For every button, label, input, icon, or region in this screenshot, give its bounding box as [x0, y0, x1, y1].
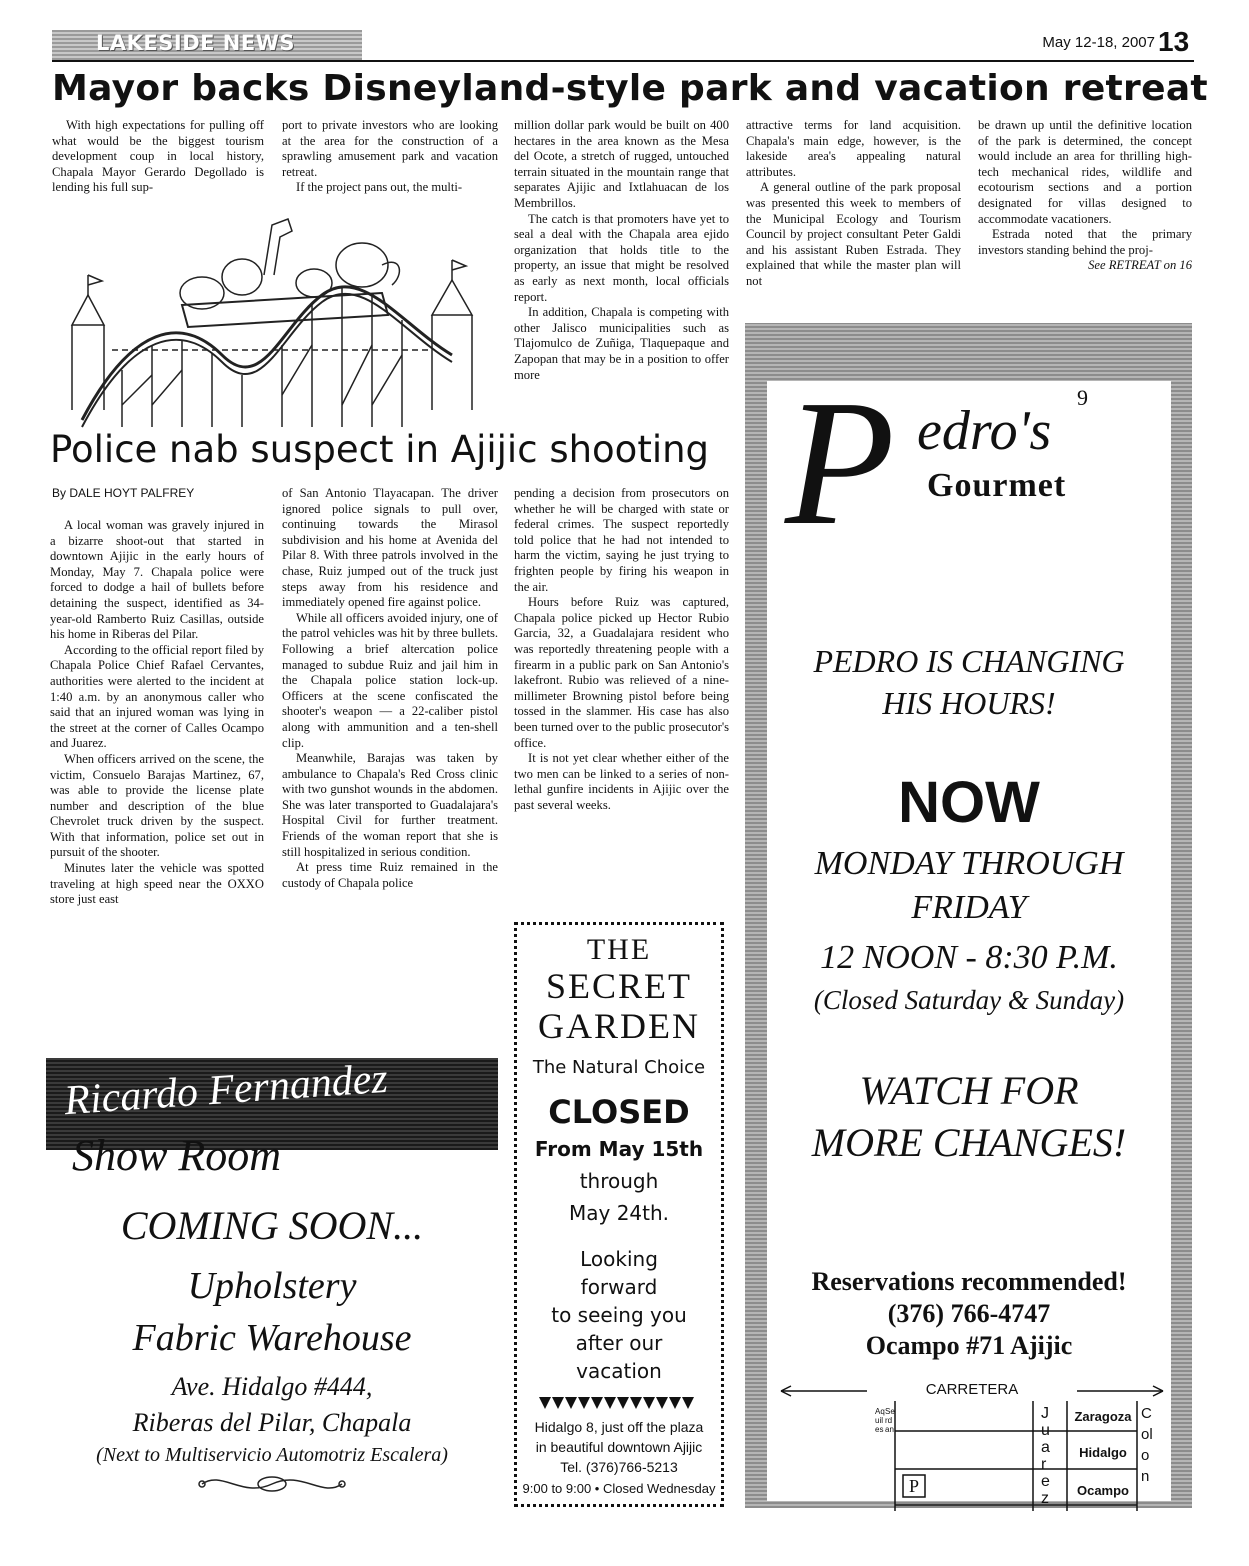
garden-title-secret: SECRET	[545, 966, 692, 1006]
article1-col2	[282, 118, 498, 196]
pedro-watch-line2: MORE CHANGES!	[811, 1120, 1127, 1165]
paragraph: A local woman was gravely injured in a bizarre shoot-out that started in downtown Ajijic in the early hours of Monday, May 7. Chapala police were forced to dodge a hail of bullets before detaining the suspect, identified as 34-year-old Ramberto Ruiz Casillas, outside his home in Riberas del Pilar.	[50, 518, 264, 642]
article2-headline: Police nab suspect in Ajijic shooting	[50, 428, 710, 471]
issue-date: May 12-18, 2007	[1042, 34, 1155, 51]
paragraph: The catch is that promoters have yet to seal a deal with the Chapala area ejido organization that holds title to the property, an issue that might be resolved as early as next month, local officials report.	[514, 211, 729, 304]
map-label-juarez: Juarez	[1041, 1405, 1050, 1507]
logo-subtitle: Gourmet	[927, 467, 1067, 504]
paragraph: pending a decision from prosecutors on whether he will be charged with state or federal crimes. The suspect reportedly told police that he had not intended to harm the victim, saying he just trying to frighten people by firing his weapon in the air.	[514, 486, 729, 594]
garden-msg-line3: to seeing you	[551, 1303, 687, 1327]
pedro-watch-line1: WATCH FOR	[859, 1068, 1079, 1113]
garden-dates-line2: through	[579, 1169, 659, 1193]
pedro-reservations: Reservations recommended!	[811, 1267, 1127, 1296]
paragraph: While all officers avoided injury, one of the patrol vehicles was hit by three bullets. Following a brief altercation police managed to subdue Ruiz and jail him in the Chapala police station lock-up. Officers at the scene confiscated the shooter's weapon — a 22-caliber pistol along with ammunition and a ten-shell clip.	[282, 610, 498, 750]
article1-col4	[746, 118, 961, 290]
paragraph: Meanwhile, Barajas was taken by ambulance to Chapala's Red Cross clinic with two gunshot wounds in the abdomen. She was later transported to Guadalajara's Hospital Civil for further treatment. Friends of the woman report that she is still hospitalized in serious condition.	[282, 751, 498, 859]
paragraph: If the project pans out, the multi-	[296, 180, 463, 195]
article2-col2	[282, 486, 498, 891]
paragraph: With high expectations for pulling off what would be the biggest tourism development coup in local history, Chapala Mayor Gerardo Degollado is lending his full sup-	[52, 118, 264, 195]
pedros-gourmet-ad	[745, 323, 1192, 1508]
paragraph: Estrada noted that the primary investors standing behind the proj-	[978, 227, 1192, 257]
pedro-now: NOW	[898, 770, 1040, 835]
logo-name: edro's	[917, 400, 1052, 462]
article1-col3	[514, 118, 729, 383]
ad-address-line2: Riberas del Pilar, Chapala	[132, 1408, 412, 1437]
paragraph: When officers arrived on the scene, the victim, Consuelo Barajas Martinez, 67, was able to provide the license plate number and description of the blue Chevrolet truck driven by the suspect. With that information, police set out in pursuit of the shooter.	[50, 751, 264, 860]
byline: By DALE HOYT PALFREY	[52, 486, 195, 500]
map-label-carretera: CARRETERA	[925, 1381, 1019, 1398]
article1-col1	[52, 118, 264, 196]
pedro-address: Ocampo #71 Ajijic	[865, 1331, 1073, 1360]
article1-headline: Mayor backs Disneyland-style park and vacation retreat	[52, 68, 1208, 109]
garden-hours: 9:00 to 9:00 • Closed Wednesday	[522, 1481, 716, 1496]
paragraph: It is not yet clear whether either of the two men can be linked to a series of non-lethal gunfire incidents in Ajijic over the past several weeks.	[514, 751, 729, 812]
pedro-line2: HIS HOURS!	[882, 685, 1056, 721]
map-label-hidalgo: Hidalgo	[1079, 1445, 1127, 1460]
map-label-colon: Colon	[1141, 1405, 1153, 1485]
jump-line: See RETREAT on 16	[1088, 258, 1192, 273]
pedro-phone: (376) 766-4747	[887, 1299, 1051, 1328]
ad-subtitle: Show Room	[72, 1131, 281, 1180]
page-number: 13	[1158, 26, 1190, 57]
triangle-border-icon	[539, 1397, 699, 1413]
map-marker-icon: P	[908, 1476, 919, 1496]
article1-col5	[978, 118, 1192, 274]
ad-line-fabric: Fabric Warehouse	[132, 1317, 412, 1359]
ad-address-line1: Ave. Hidalgo #444,	[171, 1372, 373, 1401]
garden-closed: CLOSED	[548, 1093, 690, 1131]
garden-title-the: THE	[586, 933, 652, 966]
garden-msg-line1: Looking	[580, 1247, 658, 1271]
paragraph: million dollar park would be built on 400 hectares in the area known as the Mesa del Ocote, a stretch of rugged, untouched terrain situated in the mountain range that separates Ajijic and Ixtlahuacan de los Membrillos.	[514, 118, 729, 210]
paragraph: attractive terms for land acquisition. Chapala's main edge, however, is the lakeside area's appealing natural attributes.	[746, 118, 961, 179]
pedro-hours: 12 NOON - 8:30 P.M.	[820, 939, 1118, 976]
garden-address-line1: Hidalgo 8, just off the plaza	[534, 1419, 704, 1435]
garden-title-garden: GARDEN	[538, 1006, 700, 1046]
paragraph: According to the official report filed by Chapala Police Chief Rafael Cervantes, authorities were alerted to the incident at 1:40 a.m. by an anonymous caller who said that an injured woman was lying in the street at the corner of Calles Ocampo and Juarez.	[50, 642, 264, 751]
garden-dates-line3: May 24th.	[568, 1201, 670, 1225]
paragraph: Hours before Ruiz was captured, Chapala police picked up Hector Rubio Garcia, 32, a Guadalajara resident who was reportedly threatening people with a firearm in a public park on San Antonio's lakefront. Rubio was relieved of a nine-millimeter Browning pistol before being tossed in the slammer. His case has also been turned over to the public prosecutor's office.	[514, 595, 729, 750]
paragraph: A general outline of the park proposal was presented this week to members of the Municipal Ecology and Tourism Council by project consultant Peter Galdi and his assistant Ruben Estrada. They explained that while the master plan will not	[746, 180, 961, 288]
garden-address-line2: in beautiful downtown Ajijic	[535, 1439, 703, 1455]
paragraph: port to private investors who are looking at the area for the construction of a sprawling amusement park and vacation retreat.	[282, 118, 498, 179]
location-map	[777, 1381, 1167, 1511]
paragraph: of San Antonio Tlayacapan. The driver ignored police signals to pull over, continuing towards the Mirasol subdivision and his home at Avenida del Pilar 8. With three patrols involved in the chase, Ruiz jumped out of the truck just steps away from his residence and immediately opened fire against police.	[282, 486, 498, 610]
ad-note: (Next to Multiservicio Automotriz Escalera)	[96, 1444, 448, 1466]
map-label-aquiles: Aquiles	[875, 1407, 885, 1434]
ad-line-upholstery: Upholstery	[187, 1265, 357, 1307]
garden-tagline: The Natural Choice	[532, 1057, 706, 1078]
paragraph: Minutes later the vehicle was spotted traveling at high speed near the OXXO store just east	[50, 861, 264, 907]
pedro-closed: (Closed Saturday & Sunday)	[813, 985, 1125, 1015]
logo-letter: P	[785, 363, 895, 562]
article2-col3	[514, 486, 729, 813]
map-label-zaragoza: Zaragoza	[1074, 1409, 1132, 1424]
garden-dates-line1: From May 15th	[534, 1137, 704, 1161]
secret-garden-ad	[514, 922, 724, 1507]
pedro-days-line2: FRIDAY	[911, 889, 1027, 926]
roller-coaster-illustration	[52, 205, 502, 430]
pedro-line1: PEDRO IS CHANGING	[813, 643, 1125, 679]
article2-col1	[50, 518, 264, 908]
pedro-days-line1: MONDAY THROUGH	[814, 845, 1124, 882]
logo-number: 9	[1077, 385, 1088, 410]
ad-brand-name: Ricardo Fernandez	[62, 1055, 390, 1125]
garden-msg-line4: after our	[575, 1331, 663, 1355]
ad-panel	[767, 363, 1171, 1507]
section-badge: LAKESIDE NEWS	[52, 30, 362, 60]
map-label-ocampo: Ocampo	[1076, 1483, 1129, 1498]
paragraph: In addition, Chapala is competing with other Jalisco municipalities such as Tlajomulco de Zuñiga, Tlaquepaque and Zapopan that may be in a position to offer more	[514, 305, 729, 382]
ricardo-fernandez-ad	[46, 1055, 498, 1498]
ornament-icon	[192, 1472, 352, 1496]
garden-msg-line5: vacation	[576, 1359, 662, 1383]
header-rule	[52, 60, 1194, 62]
paragraph: be drawn up until the definitive location of the park is determined, the concept would include an area for thrilling high-tech mechanical rides, wildlife and ecotourism sections and a portion designated for villas designed to accommodate vacationers.	[978, 118, 1192, 226]
garden-msg-line2: forward	[580, 1275, 658, 1299]
paragraph: At press time Ruiz remained in the custody of Chapala police	[282, 860, 498, 890]
garden-phone: Tel. (376)766-5213	[560, 1459, 678, 1475]
map-label-serdan: Serdan	[885, 1407, 895, 1434]
ad-coming-soon: COMING SOON...	[120, 1203, 424, 1248]
